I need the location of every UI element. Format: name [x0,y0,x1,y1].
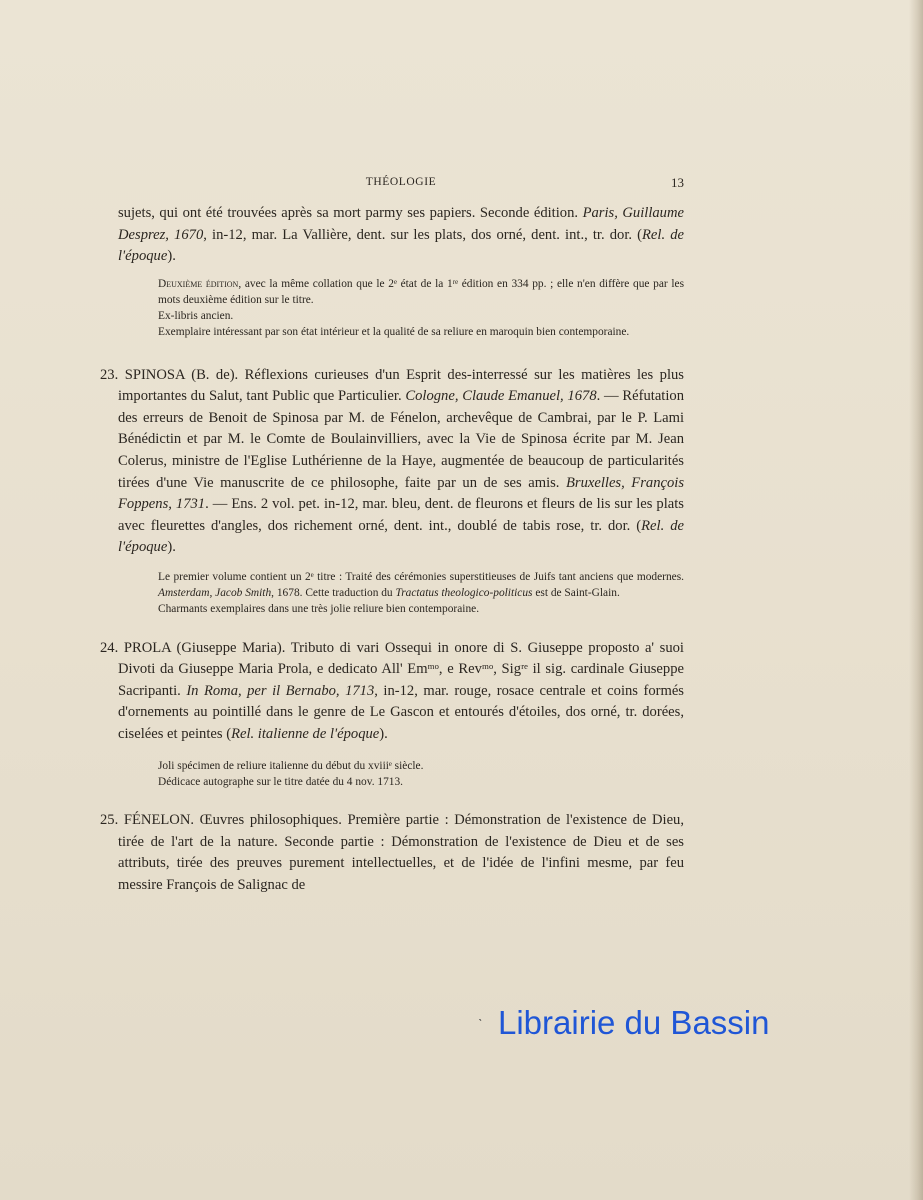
page-header [118,176,684,194]
entry-imprint: In Roma, per il Bernabo, 1713 [186,682,375,699]
entry-number: 23. [100,366,119,383]
note: Charmants exemplaires dans une très jolie reliure bien contemporaine. [158,603,480,616]
note-text: est de Saint-Glain. [532,587,620,600]
entry-24 [100,638,684,790]
entry-author: SPINOSA [124,366,185,383]
entry-24-notes [118,758,684,790]
entry-author: PROLA [123,639,171,656]
entry-imprint: Cologne, Claude Emanuel, 1678 [405,388,597,405]
entry-22-description [118,203,684,268]
entry-text: , in-12, mar. La Vallière, dent. sur les plats, dos orné, dent. int., tr. dor. ( [203,226,643,243]
entry-binding: Rel. italienne de l'époque [231,725,380,742]
note-title: Tractatus theologico-politicus [395,587,533,600]
entry-22-notes [118,276,684,341]
entry-text: (B. de). Réflexions curieuses d'un Esprit des-interressé sur les matières les plus importantes du Salut, tant Public que Particulier. [118,366,684,405]
note-text: , avec la même collation que le 2ᵉ état de la 1ʳᵉ édition en 334 pp. ; elle n'en diffère que par les mots deuxième édition sur le titre. [158,277,685,306]
entry-text: ). [379,725,388,742]
note [158,276,684,308]
entry-23 [100,365,684,618]
note-text: , 1678. Cette traduction du [271,587,396,600]
note: Joli spécimen de reliure italienne du début du xviiiᵉ siècle. [158,759,424,772]
page-content [100,203,685,896]
entry-number: 24. [100,639,119,656]
entry-author: FÉNELON [123,811,191,828]
entry-imprint: Bruxelles, François Foppens, 1731 [118,474,684,513]
note-imprint: Amsterdam, Jacob Smith [158,587,272,600]
entry-text: (Giuseppe Maria). Tributo di vari Ossequi in onore di S. Giuseppe proposto a' suoi Divoti da Giuseppe Maria Prola, e dedicato All' Emᵐᵒ, e Revᵐᵒ, Sigʳᵉ il sig. cardinale Giuseppe Sacripanti. [118,639,684,699]
note-lead: Deuxième édition [158,277,239,290]
stray-mark: ˋ [478,1016,483,1032]
entry-text: . — Ens. 2 vol. pet. in-12, mar. bleu, dent. de fleurons et fleurs de lis sur les plats avec fleurettes d'angles, dos richement orné, dent. int., doublé de tabis rose, tr. dor. ( [118,496,684,534]
note: Exemplaire intéressant par son état intérieur et la qualité de sa reliure en maroquin bien contemporaine. [158,326,630,339]
entry-number: 25. [100,811,119,828]
entry-text: sujets, qui ont été trouvées après sa mort parmy ses papiers. Seconde édition. [118,205,583,221]
entry-22-continued [118,203,684,341]
page-number: 13 [671,175,684,190]
note-text: Le premier volume contient un 2ᵉ titre : Traité des cérémonies superstitieuses de Juifs tant anciens que modernes. [158,570,684,583]
entry-binding: Rel. de l'époque [118,517,684,556]
entry-23-notes [118,569,684,618]
note: Dédicace autographe sur le titre datée du 4 nov. 1713. [158,775,404,788]
entry-text: ). [167,248,176,265]
note: Ex-libris ancien. [158,310,234,323]
entry-binding: Rel. de l'époque [118,226,684,265]
note [158,569,684,601]
running-title: THÉOLOGIE [365,176,437,188]
entry-25-description [100,810,684,896]
entry-text: . — Réfutation des erreurs de Benoit de Spinosa par M. de Fénelon, archevêque de Cambrai, par le P. Lami Bénédictin et par M. le Comte de Boulainvilliers, avec la Vie de Spinosa écrite par M. Jean Colerus, ministre de l'Eglise Luthérienne de la Haye, augmentée de beaucoup de particularités tirées d'une Vie manuscrite de ce philosophe, faite par un de ses amis. [118,388,684,491]
entry-imprint: Paris, Guillaume Desprez, 1670 [118,205,684,243]
entry-24-description [100,638,684,746]
entry-25 [100,810,684,896]
entry-23-description [100,365,684,559]
entry-text: . Œuvres philosophiques. Première partie : Démonstration de l'existence de Dieu, tirée de l'art de la nature. Seconde partie : Démonstration de l'existence de Dieu et de ses attributs, tirée des preuves purement intellectuelles, et de l'idée de l'infini mesme, par feu messire François de Salignac de [118,811,684,893]
entry-text: , in-12, mar. rouge, rosace centrale et coins formés d'ornements au pointillé dans le genre de Le Gascon et entourés d'étoiles, dos orné, tr. dorées, ciselées et peintes ( [118,682,684,742]
page-edge-shadow [909,0,923,1200]
watermark-text: Librairie du Bassin [498,1004,770,1041]
entry-text: ). [167,539,176,556]
